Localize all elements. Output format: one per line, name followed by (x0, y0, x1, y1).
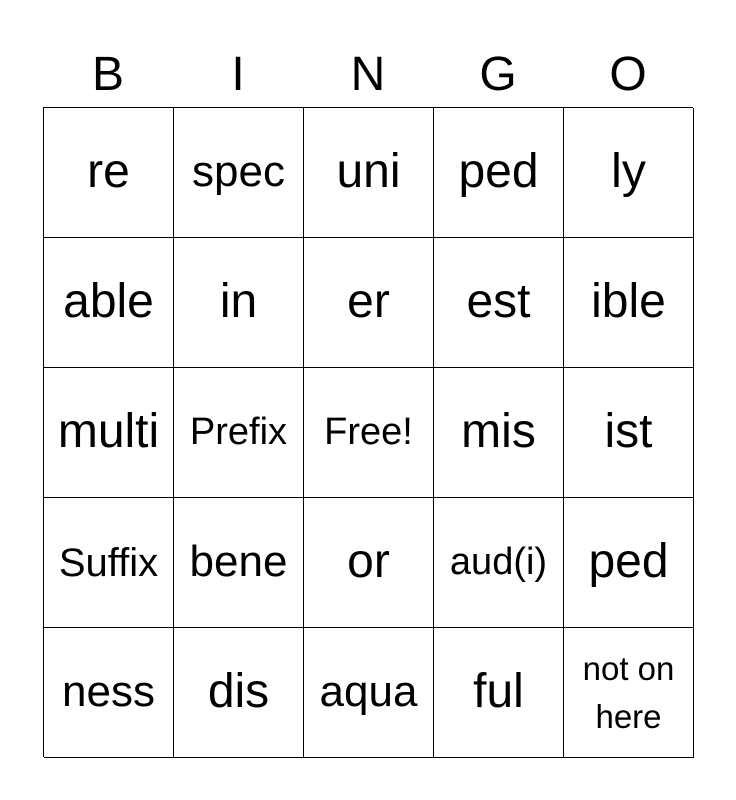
bingo-cell-r1-c3[interactable]: uni (304, 108, 434, 238)
bingo-cell-r2-c4[interactable]: est (434, 238, 564, 368)
bingo-cell-r5-c3[interactable]: aqua (304, 628, 434, 758)
bingo-cell-r4-c1[interactable]: Suffix (44, 498, 174, 628)
bingo-cell-r2-c1[interactable]: able (44, 238, 174, 368)
bingo-cell-r2-c2[interactable]: in (174, 238, 304, 368)
bingo-cell-r5-c2[interactable]: dis (174, 628, 304, 758)
bingo-cell-r4-c2[interactable]: bene (174, 498, 304, 628)
header-letter-b: B (91, 48, 124, 101)
bingo-cell-r5-c4[interactable]: ful (434, 628, 564, 758)
free-space-cell[interactable]: Free! (304, 368, 434, 498)
header-letter-i: I (231, 48, 245, 101)
bingo-cell-r1-c4[interactable]: ped (434, 108, 564, 238)
header-letter-o: O (609, 48, 647, 101)
bingo-cell-r2-c5[interactable]: ible (564, 238, 694, 368)
bingo-cell-r1-c1[interactable]: re (44, 108, 174, 238)
bingo-cell-r3-c4[interactable]: mis (434, 368, 564, 498)
bingo-header (43, 44, 693, 106)
bingo-cell-r5-c5[interactable]: not on here (564, 628, 694, 758)
bingo-cell-r3-c1[interactable]: multi (44, 368, 174, 498)
bingo-cell-r1-c2[interactable]: spec (174, 108, 304, 238)
header-letter-g: G (479, 48, 517, 101)
bingo-cell-r4-c3[interactable]: or (304, 498, 434, 628)
bingo-cell-r3-c5[interactable]: ist (564, 368, 694, 498)
bingo-cell-r3-c2[interactable]: Prefix (174, 368, 304, 498)
bingo-cell-r2-c3[interactable]: er (304, 238, 434, 368)
bingo-board (43, 107, 693, 757)
bingo-cell-r4-c5[interactable]: ped (564, 498, 694, 628)
bingo-cell-r4-c4[interactable]: aud(i) (434, 498, 564, 628)
bingo-cell-r5-c1[interactable]: ness (44, 628, 174, 758)
header-letter-n: N (350, 48, 386, 101)
bingo-cell-r1-c5[interactable]: ly (564, 108, 694, 238)
